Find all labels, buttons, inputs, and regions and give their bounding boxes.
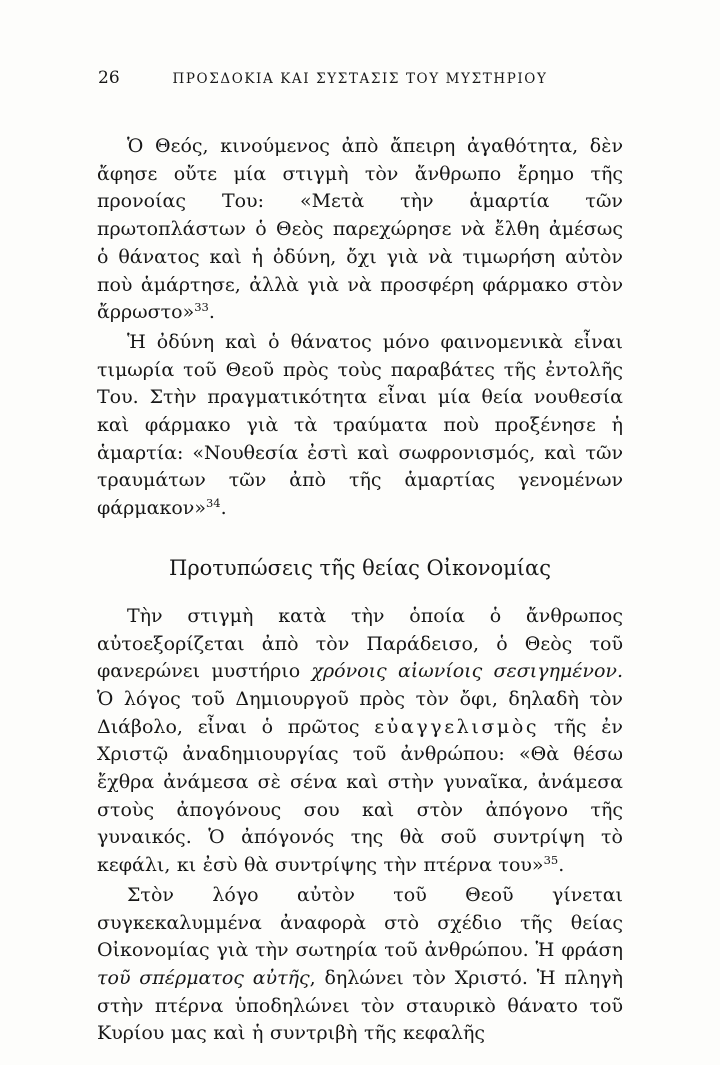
page-body bbox=[97, 133, 623, 1048]
text-run: Ὁ Θεός, κινούμενος ἀπὸ ἄπειρη ἀγαθότητα, δὲν ἄφησε οὔτε μία στιγμὴ τὸν ἄνθρωπο ἔρημο τῆς προνοίας Του: «Μετὰ τὴν ἁμαρτία τῶν πρωτοπλάστων ὁ Θεὸς παρεχώρησε νὰ ἔλθη ἀμέσως ὁ θάνατος καὶ ἡ ὀδύνη, ὄχι γιὰ νὰ τιμωρήση αὐτὸν ποὺ ἁμάρτησε, ἀλλὰ γιὰ νὰ προσφέρη φάρμακο στὸν ἄρρωστο» bbox=[97, 135, 623, 324]
text-run: , δηλώνει τὸν Χριστό. Ἡ πληγὴ στὴν πτέρνα ὑποδηλώνει τὸν σταυρικὸ θάνατο τοῦ Κυρίου μας καὶ ἡ συντριβὴ τῆς κεφαλῆς bbox=[97, 966, 623, 1045]
footnote-ref: 33 bbox=[194, 300, 209, 315]
text-run: Ὁ λόγος τοῦ Δημιουργοῦ πρὸς τὸν ὄφι, δηλαδὴ τὸν Διάβολο, εἶναι ὁ πρῶτος bbox=[97, 687, 623, 738]
paragraph-2 bbox=[97, 329, 623, 525]
text-run: τῆς ἐν Χριστῷ ἀναδημιουργίας τοῦ ἀνθρώπου: «Θὰ θέσω ἔχθρα ἀνάμεσα σὲ σένα καὶ στὴν γυναῖκα, ἀνάμεσα στοὺς ἀπογόνους σου καὶ στὸν ἀπόγονο τῆς γυναικός. Ὁ ἀπόγονός της θὰ σοῦ συντρίψη τὸ κεφάλι, κι ἐσὺ θὰ συντρίψης τὴν πτέρνα του» bbox=[97, 715, 623, 877]
paragraph-1 bbox=[97, 133, 623, 329]
text-run: χρόνοις αἰωνίοις σεσιγημένον. bbox=[311, 660, 623, 683]
footnote-ref: 35 bbox=[543, 853, 559, 868]
page-header bbox=[97, 68, 623, 90]
text-run: Ἡ ὀδύνη καὶ ὁ θάνατος μόνο φαινομενικὰ εἶναι τιμωρία τοῦ Θεοῦ πρὸς τοὺς παραβάτες τῆς ἐντολῆς Του. Στὴν πραγματικότητα εἶναι μία θεία νουθεσία καὶ φάρμακο γιὰ τὰ τραύματα ποὺ προξένησε ἡ ἁμαρτία: «Νουθεσία ἐστὶ καὶ σωφρονισμός, καὶ τῶν τραυμάτων τῶν ἀπὸ τῆς ἁμαρτίας γενομένων φάρμακον» bbox=[97, 330, 623, 520]
text-run: εὐαγγελισμὸς bbox=[374, 715, 540, 738]
paragraph-3 bbox=[97, 603, 623, 882]
section-heading: Προτυπώσεις τῆς θείας Οἰκονομίας bbox=[169, 555, 551, 580]
text-run: . bbox=[208, 301, 215, 324]
text-run: . bbox=[220, 497, 227, 520]
paragraph-4 bbox=[97, 882, 623, 1048]
text-run: Στὸν λόγο αὐτὸν τοῦ Θεοῦ γίνεται συγκεκαλυμμένα ἀναφορὰ στὸ σχέδιο τῆς θείας Οἰκονομίας γιὰ τὴν σωτηρία τοῦ ἀνθρώπου. Ἡ φράση bbox=[97, 883, 623, 962]
footnote-ref: 34 bbox=[205, 496, 221, 511]
running-title: ΠΡΟΣΔΟΚΙΑ ΚΑΙ ΣΥΣΤΑΣΙΣ ΤΟΥ ΜΥΣΤΗΡΙΟΥ bbox=[172, 71, 548, 87]
text-run: . bbox=[558, 854, 565, 877]
text-run: Τὴν στιγμὴ κατὰ τὴν ὁποία ὁ ἄνθρωπος αὐτοεξορίζεται ἀπὸ τὸν Παράδεισο, ὁ Θεὸς τοῦ φανερώνει μυστήριο bbox=[97, 604, 623, 683]
text-run: τοῦ σπέρματος αὐτῆς bbox=[97, 966, 310, 989]
page-number: 26 bbox=[98, 68, 120, 88]
